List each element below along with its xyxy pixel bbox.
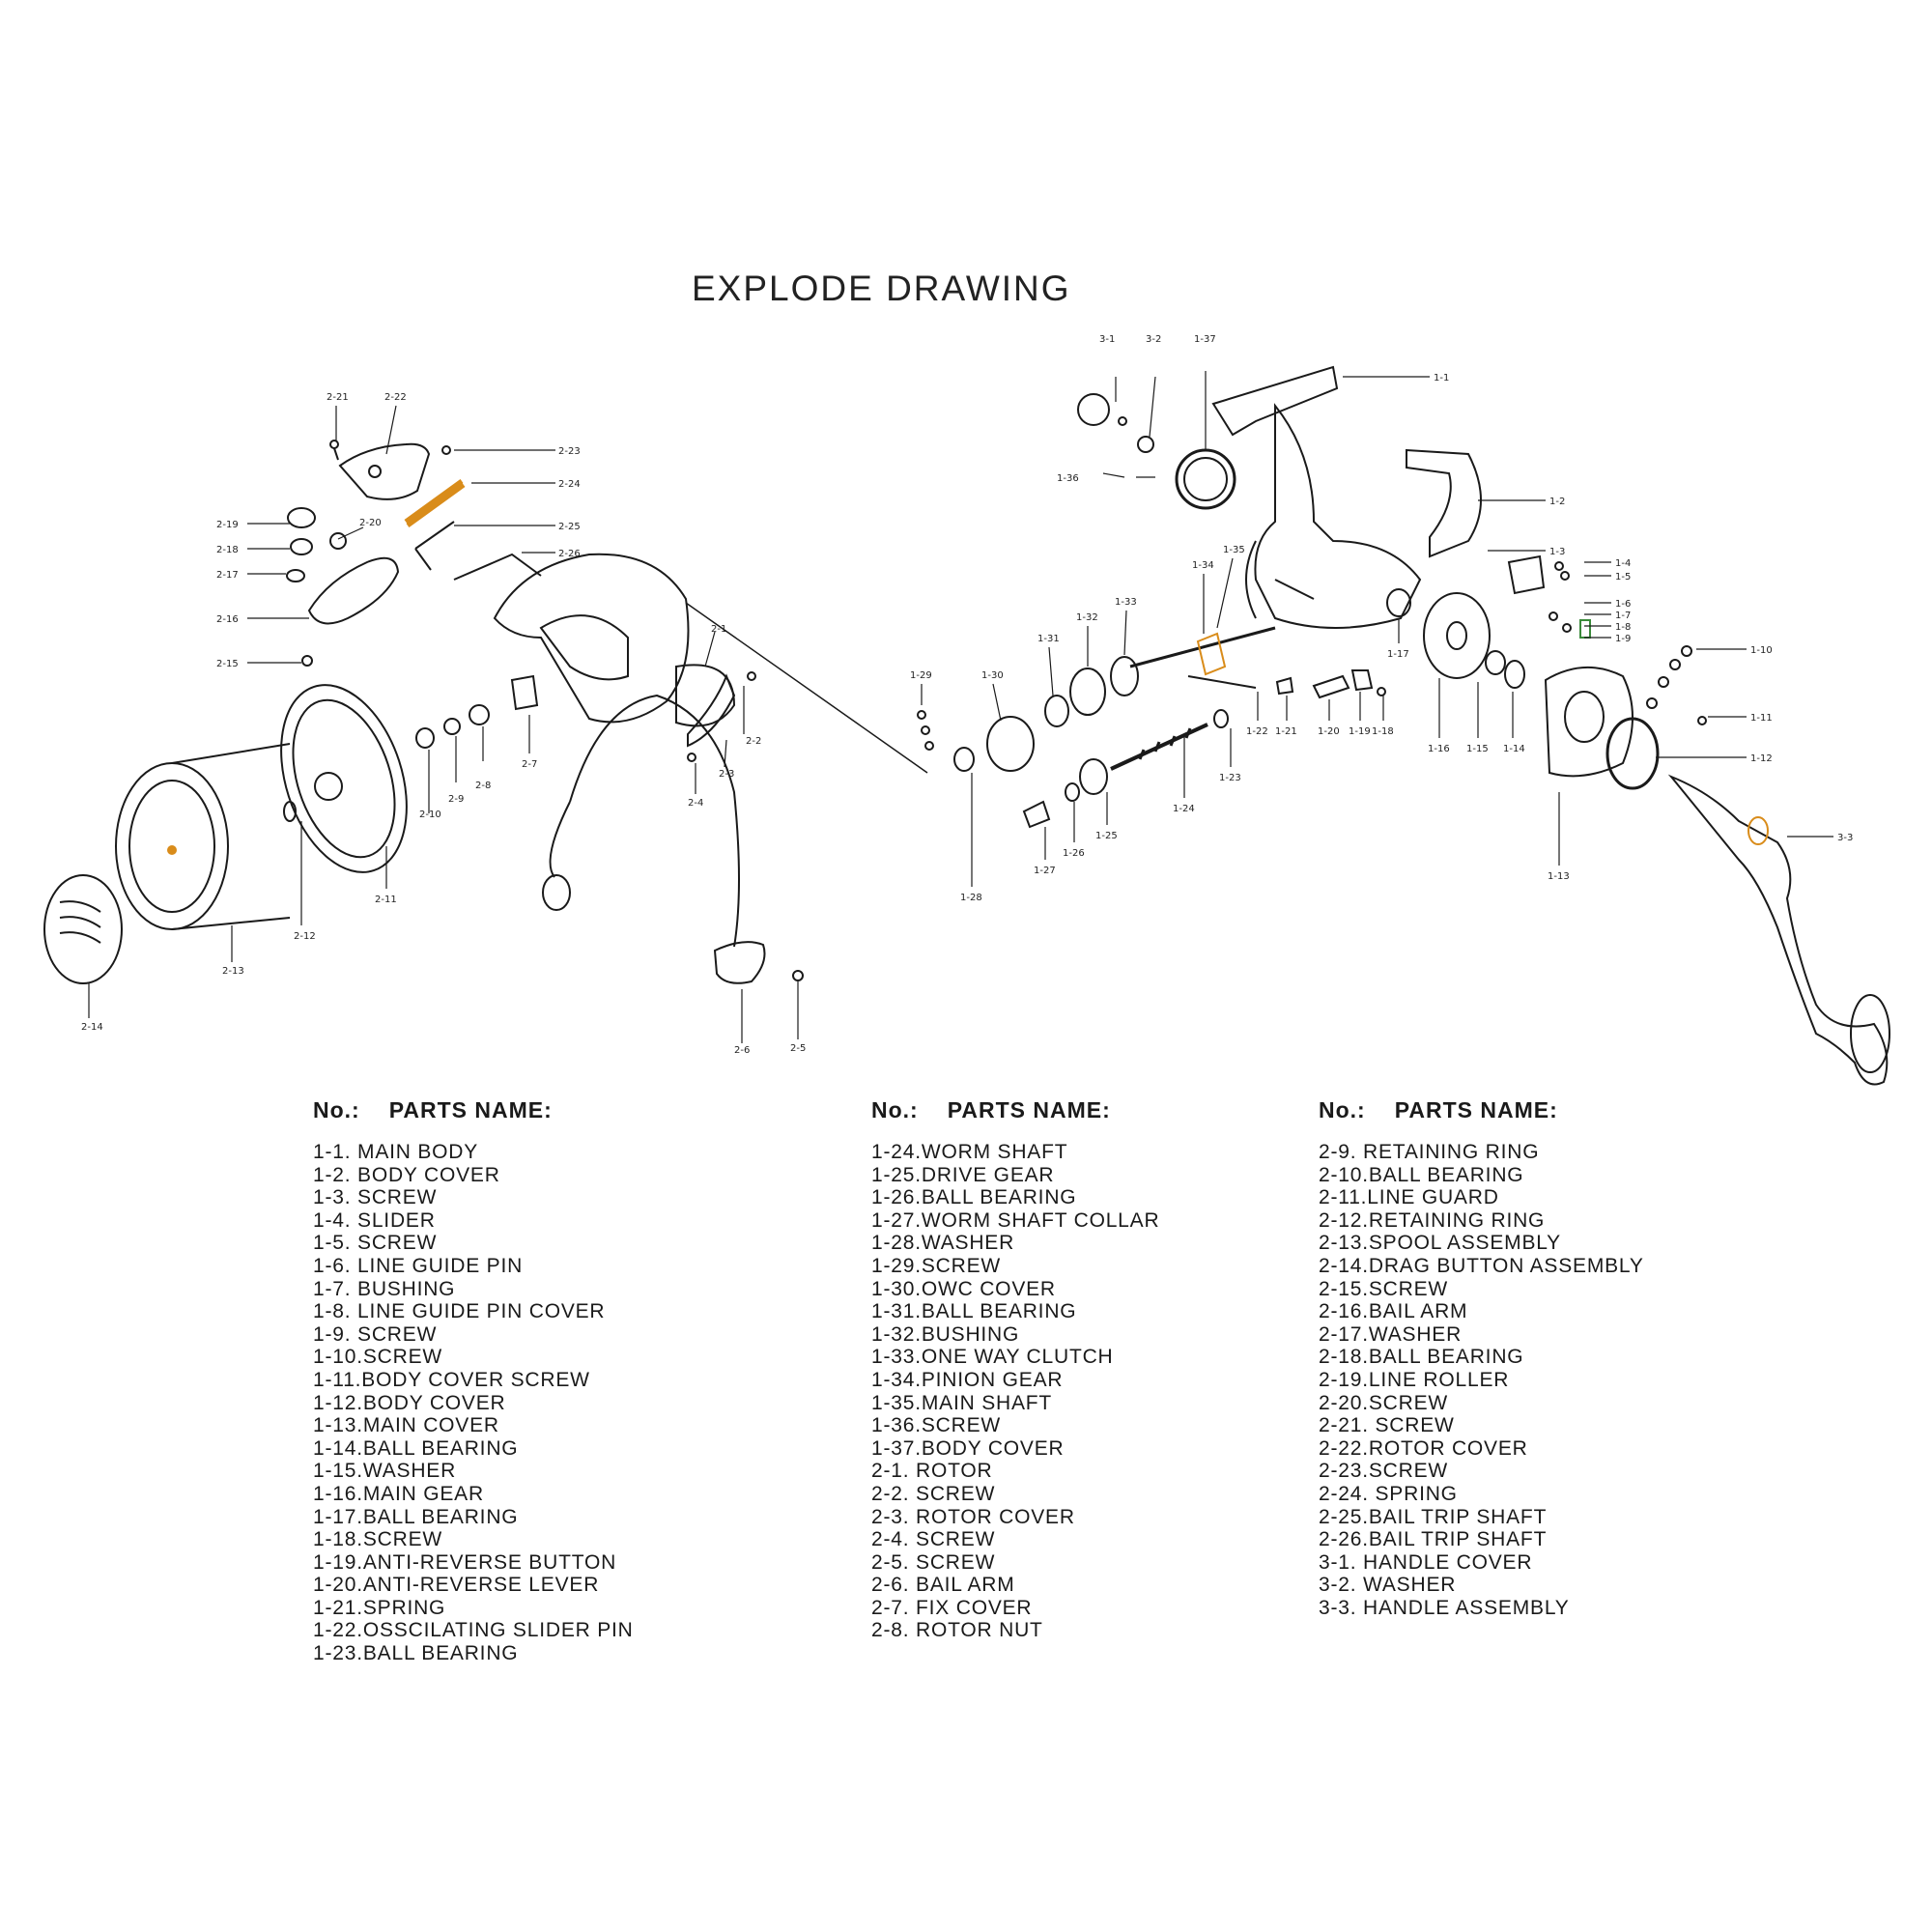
parts-list-column-1	[313, 1097, 634, 1665]
callout-2-3: 2-3	[719, 769, 735, 780]
callout-1-29: 1-29	[910, 670, 932, 681]
callout-1-18: 1-18	[1372, 726, 1394, 737]
callout-3-1: 3-1	[1099, 334, 1116, 345]
owc-cover-part	[987, 717, 1034, 771]
part-list-item: 2-8. ROTOR NUT	[871, 1619, 1043, 1642]
part-list-item: 1-26.BALL BEARING	[871, 1186, 1077, 1209]
part-list-item: 2-23.SCREW	[1319, 1460, 1449, 1483]
line-roller-part	[288, 508, 315, 527]
callout-2-22: 2-22	[384, 392, 407, 403]
drive-gear-part	[1080, 759, 1107, 794]
part-list-item: 1-18.SCREW	[313, 1528, 443, 1551]
callout-1-8: 1-8	[1615, 622, 1632, 633]
part-list-item: 1-3. SCREW	[313, 1186, 438, 1209]
washer-1-28	[954, 748, 974, 771]
header-no: No.:	[313, 1097, 360, 1122]
bail-trip-shaft-2-part	[454, 554, 541, 580]
header-parts-name: PARTS NAME:	[947, 1097, 1111, 1122]
parts-list-header	[313, 1097, 634, 1123]
part-list-item: 1-34.PINION GEAR	[871, 1368, 1064, 1391]
header-parts-name: PARTS NAME:	[1394, 1097, 1558, 1122]
callout-1-1: 1-1	[1434, 373, 1450, 384]
rotor-cover-part	[340, 444, 429, 499]
callout-2-20: 2-20	[359, 518, 382, 528]
washer-3-2	[1138, 437, 1153, 452]
callout-1-28: 1-28	[960, 893, 982, 903]
part-list-item: 2-1. ROTOR	[871, 1460, 993, 1483]
rotor-nut-part	[469, 705, 489, 724]
part-list-item: 3-1. HANDLE COVER	[1319, 1550, 1533, 1574]
callout-1-7: 1-7	[1615, 611, 1632, 621]
callout-1-36: 1-36	[1057, 473, 1079, 484]
callout-1-34: 1-34	[1192, 560, 1214, 571]
callout-1-11: 1-11	[1750, 713, 1773, 724]
part-list-item: 1-10.SCREW	[313, 1346, 443, 1369]
part-list-item: 1-32.BUSHING	[871, 1322, 1020, 1346]
part-list-item: 1-30.OWC COVER	[871, 1277, 1056, 1300]
part-list-item: 1-29.SCREW	[871, 1254, 1002, 1277]
ball-bearing-1-23	[1214, 710, 1228, 727]
callout-2-11: 2-11	[375, 895, 397, 905]
line-guard-part	[259, 668, 429, 888]
part-list-item: 1-6. LINE GUIDE PIN	[313, 1254, 524, 1277]
part-list-item: 1-7. BUSHING	[313, 1277, 456, 1300]
part-list-item: 3-2. WASHER	[1319, 1574, 1457, 1597]
part-list-item: 2-19.LINE ROLLER	[1319, 1368, 1510, 1391]
part-list-item: 1-9. SCREW	[313, 1322, 438, 1346]
part-list-item: 2-13.SPOOL ASSEMBLY	[1319, 1232, 1561, 1255]
part-list-item: 1-31.BALL BEARING	[871, 1300, 1077, 1323]
part-list-item: 1-12.BODY COVER	[313, 1391, 506, 1414]
bail-wire-part	[570, 696, 739, 947]
parts-list-header	[871, 1097, 1159, 1123]
part-list-item: 2-11.LINE GUARD	[1319, 1186, 1499, 1209]
body-cover-1-2	[1406, 450, 1481, 556]
callout-2-17: 2-17	[216, 570, 239, 581]
callout-2-4: 2-4	[688, 798, 704, 809]
callout-2-19: 2-19	[216, 520, 239, 530]
callout-2-8: 2-8	[475, 781, 492, 791]
callout-1-4: 1-4	[1615, 558, 1632, 569]
callout-2-9: 2-9	[448, 794, 465, 805]
line-guide-pin-cover	[1580, 620, 1590, 638]
callout-1-5: 1-5	[1615, 572, 1632, 582]
part-list-item: 2-4. SCREW	[871, 1528, 996, 1551]
handle-assembly-part	[1671, 777, 1887, 1085]
part-list-item: 1-22.OSSCILATING SLIDER PIN	[313, 1619, 634, 1642]
callout-1-10: 1-10	[1750, 645, 1773, 656]
part-list-item: 2-9. RETAINING RING	[1319, 1141, 1540, 1163]
part-list-item: 2-5. SCREW	[871, 1550, 996, 1574]
header-no: No.:	[1319, 1097, 1366, 1122]
callout-2-21: 2-21	[327, 392, 349, 403]
handle-cover-part	[1078, 394, 1109, 425]
ball-bearing-2-10	[416, 728, 434, 748]
drag-button-part	[44, 875, 122, 983]
part-list-item: 1-28.WASHER	[871, 1232, 1015, 1255]
part-list-item: 1-2. BODY COVER	[313, 1163, 500, 1186]
spring-part	[406, 481, 464, 526]
part-list-item: 1-23.BALL BEARING	[313, 1642, 519, 1665]
parts-list-header	[1319, 1097, 1644, 1123]
washer-2-17	[287, 570, 304, 582]
oscillating-slider-pin	[1188, 676, 1256, 688]
rotor-cover-2-3	[688, 676, 734, 746]
fix-cover-part	[512, 676, 537, 709]
header-parts-name: PARTS NAME:	[388, 1097, 553, 1122]
ball-bearing-2-18	[291, 539, 312, 554]
washer-1-15	[1486, 651, 1505, 674]
part-list-item: 1-13.MAIN COVER	[313, 1414, 499, 1437]
main-cover-part	[1546, 668, 1633, 776]
part-list-item: 2-17.WASHER	[1319, 1322, 1463, 1346]
callout-2-5: 2-5	[790, 1043, 807, 1054]
part-list-item: 1-4. SLIDER	[313, 1208, 436, 1232]
callout-2-2: 2-2	[746, 736, 762, 747]
callout-1-20: 1-20	[1318, 726, 1340, 737]
callout-1-22: 1-22	[1246, 726, 1268, 737]
part-list-item: 1-15.WASHER	[313, 1460, 457, 1483]
callout-2-14: 2-14	[81, 1022, 103, 1033]
leader-lines	[89, 371, 1833, 1043]
bushing-1-32	[1070, 668, 1105, 715]
bail-arm-2-6	[715, 942, 765, 983]
spring-1-21	[1277, 678, 1293, 694]
part-list-item: 2-12.RETAINING RING	[1319, 1208, 1546, 1232]
callout-1-6: 1-6	[1615, 599, 1632, 610]
callout-1-13: 1-13	[1548, 871, 1570, 882]
callout-1-30: 1-30	[981, 670, 1004, 681]
part-list-item: 2-2. SCREW	[871, 1482, 996, 1505]
callout-2-26: 2-26	[558, 549, 581, 559]
callout-3-2: 3-2	[1146, 334, 1162, 345]
callout-2-25: 2-25	[558, 522, 581, 532]
part-list-item: 1-24.WORM SHAFT	[871, 1141, 1068, 1163]
callout-2-10: 2-10	[419, 810, 441, 820]
callout-1-25: 1-25	[1095, 831, 1118, 841]
callout-1-33: 1-33	[1115, 597, 1137, 608]
header-no: No.:	[871, 1097, 919, 1122]
part-list-item: 1-14.BALL BEARING	[313, 1436, 519, 1460]
part-list-item: 1-37.BODY COVER	[871, 1436, 1065, 1460]
callout-1-24: 1-24	[1173, 804, 1195, 814]
callout-1-19: 1-19	[1349, 726, 1371, 737]
part-list-item: 3-3. HANDLE ASSEMBLY	[1319, 1596, 1570, 1619]
screw-2-21	[330, 440, 338, 448]
part-list-item: 2-7. FIX COVER	[871, 1596, 1033, 1619]
callout-2-24: 2-24	[558, 479, 581, 490]
part-list-item: 1-33.ONE WAY CLUTCH	[871, 1346, 1114, 1369]
part-list-item: 2-6. BAIL ARM	[871, 1574, 1015, 1597]
main-gear-part	[1424, 593, 1490, 678]
callout-1-14: 1-14	[1503, 744, 1525, 754]
part-list-item: 2-21. SCREW	[1319, 1414, 1455, 1437]
callout-1-2: 1-2	[1549, 497, 1566, 507]
callout-3-3: 3-3	[1837, 833, 1854, 843]
callout-2-16: 2-16	[216, 614, 239, 625]
part-list-item: 2-10.BALL BEARING	[1319, 1163, 1524, 1186]
part-list-item: 2-14.DRAG BUTTON ASSEMBLY	[1319, 1254, 1644, 1277]
callout-1-3: 1-3	[1549, 547, 1566, 557]
part-list-item: 1-25.DRIVE GEAR	[871, 1163, 1055, 1186]
callout-1-12: 1-12	[1750, 753, 1773, 764]
callout-2-1: 2-1	[711, 624, 727, 635]
anti-reverse-button	[1352, 670, 1372, 690]
ball-bearing-1-14	[1505, 661, 1524, 688]
callout-1-17: 1-17	[1387, 649, 1409, 660]
part-list-item: 2-20.SCREW	[1319, 1391, 1449, 1414]
part-list-item: 1-35.MAIN SHAFT	[871, 1391, 1053, 1414]
bail-arm-2-16	[309, 558, 398, 624]
callout-2-12: 2-12	[294, 931, 316, 942]
ball-bearing-1-26	[1065, 783, 1079, 801]
part-list-item: 2-15.SCREW	[1319, 1277, 1449, 1300]
part-list-item: 1-27.WORM SHAFT COLLAR	[871, 1208, 1160, 1232]
callout-1-27: 1-27	[1034, 866, 1056, 876]
callout-1-32: 1-32	[1076, 612, 1098, 623]
callout-2-7: 2-7	[522, 759, 538, 770]
pinion-gear-part	[1198, 634, 1225, 674]
callout-1-37: 1-37	[1194, 334, 1216, 345]
one-way-clutch-part	[1111, 657, 1138, 696]
callout-1-21: 1-21	[1275, 726, 1297, 737]
drawing-title: EXPLODE DRAWING	[692, 269, 1071, 308]
callout-1-31: 1-31	[1037, 634, 1060, 644]
worm-shaft-collar-part	[1024, 802, 1049, 827]
part-list-item: 2-22.ROTOR COVER	[1319, 1436, 1528, 1460]
screw-2-23	[442, 446, 450, 454]
ball-bearing-1-17	[1387, 589, 1410, 616]
callout-1-35: 1-35	[1223, 545, 1245, 555]
callout-2-13: 2-13	[222, 966, 244, 977]
callout-1-9: 1-9	[1615, 634, 1632, 644]
part-list-item: 2-26.BAIL TRIP SHAFT	[1319, 1528, 1548, 1551]
part-list-item: 2-18.BALL BEARING	[1319, 1346, 1524, 1369]
part-list-item: 1-21.SPRING	[313, 1596, 446, 1619]
part-list-item: 1-1. MAIN BODY	[313, 1141, 479, 1163]
part-list-item: 1-20.ANTI-REVERSE LEVER	[313, 1574, 600, 1597]
bail-trip-shaft-part	[415, 522, 454, 570]
part-list-item: 1-36.SCREW	[871, 1414, 1002, 1437]
part-list-item: 1-8. LINE GUIDE PIN COVER	[313, 1300, 606, 1323]
ball-bearing-1-31	[1045, 696, 1068, 726]
part-list-item: 1-16.MAIN GEAR	[313, 1482, 484, 1505]
worm-shaft-part	[1111, 724, 1208, 769]
callout-2-18: 2-18	[216, 545, 239, 555]
parts-list-column-3	[1319, 1097, 1644, 1619]
part-list-item: 1-19.ANTI-REVERSE BUTTON	[313, 1550, 617, 1574]
part-list-item: 2-16.BAIL ARM	[1319, 1300, 1468, 1323]
callout-2-6: 2-6	[734, 1045, 751, 1056]
part-list-item: 2-25.BAIL TRIP SHAFT	[1319, 1505, 1548, 1528]
part-list-item: 1-5. SCREW	[313, 1232, 438, 1255]
callout-2-15: 2-15	[216, 659, 239, 669]
screw-2-15	[302, 656, 312, 666]
anti-reverse-lever	[1314, 676, 1349, 697]
part-list-item: 1-11.BODY COVER SCREW	[313, 1368, 590, 1391]
slider-part	[1509, 556, 1544, 593]
callout-1-15: 1-15	[1466, 744, 1489, 754]
callout-1-26: 1-26	[1063, 848, 1085, 859]
callout-1-16: 1-16	[1428, 744, 1450, 754]
part-list-item: 1-17.BALL BEARING	[313, 1505, 519, 1528]
callout-2-23: 2-23	[558, 446, 581, 457]
callout-1-23: 1-23	[1219, 773, 1241, 783]
parts-list-column-2	[871, 1097, 1159, 1642]
part-list-item: 2-3. ROTOR COVER	[871, 1505, 1075, 1528]
part-list-item: 2-24. SPRING	[1319, 1482, 1458, 1505]
retaining-ring-2-9	[444, 719, 460, 734]
